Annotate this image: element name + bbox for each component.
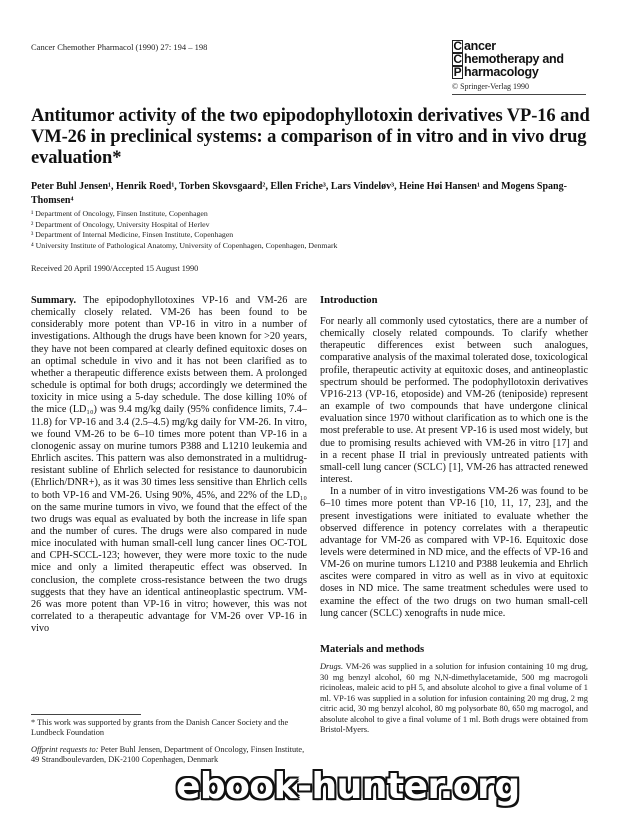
affiliation-2: ² Department of Oncology, University Hospital of Herlev <box>31 219 210 229</box>
offprint-label: Offprint requests to: <box>31 745 99 754</box>
drugs-paragraph <box>320 662 588 736</box>
introduction-section <box>320 295 588 620</box>
affiliation-4: ⁴ University Institute of Pathological Anatomy, University of Copenhagen, Copenhagen, Denmark <box>31 240 338 250</box>
drugs-label: Drugs. <box>320 662 344 671</box>
logo-rule <box>452 94 586 95</box>
author-list: Peter Buhl Jensen¹, Henrik Roed¹, Torben Skovsgaard², Ellen Friche³, Lars Vindeløv³, Heine Høi Hansen¹ and Mogens Spang-Thomsen⁴ <box>31 181 567 206</box>
methods-heading: Materials and methods <box>320 644 425 655</box>
received-dates: Received 20 April 1990/Accepted 15 August 1990 <box>31 264 199 273</box>
introduction-paragraph-2: In a number of in vitro investigations VM-26 was found to be 6–10 times more potent than VP-16 [10, 11, 17, 23], and the present investigations were initiated to evaluate whether the observed difference in potency correlates with a therapeutic advantage for VM-26 as compared with VP-16. Equitoxic dose levels were determined in ND mice, and the effects of VP-16 and VM-26 on murine tumors L1210 and P388 leukemia and Ehrlich ascites were compared in vitro as well as in vivo at equitoxic doses in ND mice. The same treatment schedules were used to examine the effect of the two drugs on two human small-cell lung cancer (SCLC) xenografts in nude mice. <box>320 486 588 619</box>
copyright-notice: © Springer-Verlag 1990 <box>452 82 530 91</box>
logo-line-1: C ancer <box>453 39 496 53</box>
journal-citation: Cancer Chemother Pharmacol (1990) 27: 194 – 198 <box>31 42 208 52</box>
introduction-paragraph-1: For nearly all commonly used cytostatics, there are a number of chemically closely related compounds. To clarify whether therapeutic differences exist between such analogues, comparative analysis of the maximal tolerated dose, toxicological profile, therapeutic activity at equitoxic doses, and antineoplastic spectrum should be performed. The podophyllotoxin derivatives VP16-213 (VP-16, etoposide) and VM-26 (teniposide) represent an example of two compounds that have undergone clinical evaluation since 1970 without clarification as to which one is the most preferable to use. At present VP-16 is used most widely, but due to promising results achieved with VM-26 in vitro [17] and in a recent phase II trial in previously untreated patients with small-cell lung cancer (SCLC) [1], VM-26 has attracted renewed interest. <box>320 316 588 486</box>
journal-logo <box>452 40 586 95</box>
watermark-text: ebook-hunter.org <box>176 766 520 807</box>
summary-label: Summary. <box>31 295 76 306</box>
summary-paragraph <box>31 295 307 635</box>
drugs-text: VM-26 was supplied in a solution for infusion containing 10 mg drug, 30 mg benzyl alcohol, 60 mg N,N-dimethylacetamide, 500 mg macrogoli ricinoleas, maleic acid to pH 5, and absolute alcohol to give a final volume of 1 ml. VP-16 was supplied in a solution for infusion containing 20 mg drug, 2 mg citric acid, 30 mg benzyl alcohol, 80 mg polysorbate 80, 650 mg macrogol, and absolute alcohol to give a final volume of 1 ml. Both drugs were obtained from Bristol-Myers. <box>320 662 588 734</box>
article-title: Antitumor activity of the two epipodophyllotoxin derivatives VP-16 and VM-26 in preclinical systems: a comparison of in vitro and in vivo drug evaluation* <box>31 106 590 168</box>
affiliations <box>31 209 591 251</box>
logo-line-2: C hemotherapy and <box>453 52 564 66</box>
affiliation-1: ¹ Department of Oncology, Finsen Institute, Copenhagen <box>31 209 208 218</box>
summary-text: The epipodophyllotoxines VP-16 and VM-26 are chemically closely related. VM-26 has been found to be considerably more potent than VP-16 in vitro in a number of investigations. Although the drugs have been known for >20 years, they have not been compared at clearly defined equitoxic doses on an optimal schedule in vivo and it has not been clarified as to whether a therapeutic difference exists between them. A prolonged schedule is optimal for both drugs; accordingly we determined the toxicity in mice using a 5-day schedule. The dose killing 10% of the mice (LD₁₀) was 9.4 mg/kg daily (95% confidence limits, 7.4–11.8) for VP-16 and 3.4 (2.5–4.5) mg/kg daily for VM-26. In vitro, we found VM-26 to be 6–10 times more potent than VP-16 in a clonogenic assay on murine tumors P388 and L1210 leukemia and Ehrlich ascites. This pattern was also demonstrated in a multidrug-resistant subline of Ehrlich selected for resistance to daunorubicin (Ehrlich/DNR+), as it was 30 times less sensitive than Ehrlich cells to both VP-16 and VM-26. Using 90%, 45%, and 22% of the LD₁₀ on the same murine tumors in vivo, we found that the effect of the two drugs was equal as evaluated by both the increase in life span and the number of cures. The drugs were also compared in nude mice inoculated with human small-cell lung cancer lines OC-TOL and CPH-SCCL-123; however, they were more toxic to the nude mice and only a limited therapeutic effect was observed. In conclusion, the complete cross-resistance between the two drugs suggests that they have an identical antineoplastic spectrum. VM-26 was more potent than VP-16 in vitro; however, this was not correlated to a therapeutic advantage for VM-26 over VP-16 in vivo <box>31 295 308 635</box>
footnote-rule <box>31 714 141 715</box>
affiliation-3: ³ Department of Internal Medicine, Finsen Institute, Copenhagen <box>31 230 234 240</box>
introduction-heading: Introduction <box>320 295 378 306</box>
offprint-text: Peter Buhl Jensen, Department of Oncology, Finsen Institute, 49 Strandboulevarden, DK-2100 Copenhagen, Denmark <box>31 745 305 765</box>
offprint-footnote <box>31 745 307 766</box>
logo-line-3: P harmacology <box>453 65 539 79</box>
funding-footnote: * This work was supported by grants from the Danish Cancer Society and the Lundbeck Foundation <box>31 718 289 738</box>
